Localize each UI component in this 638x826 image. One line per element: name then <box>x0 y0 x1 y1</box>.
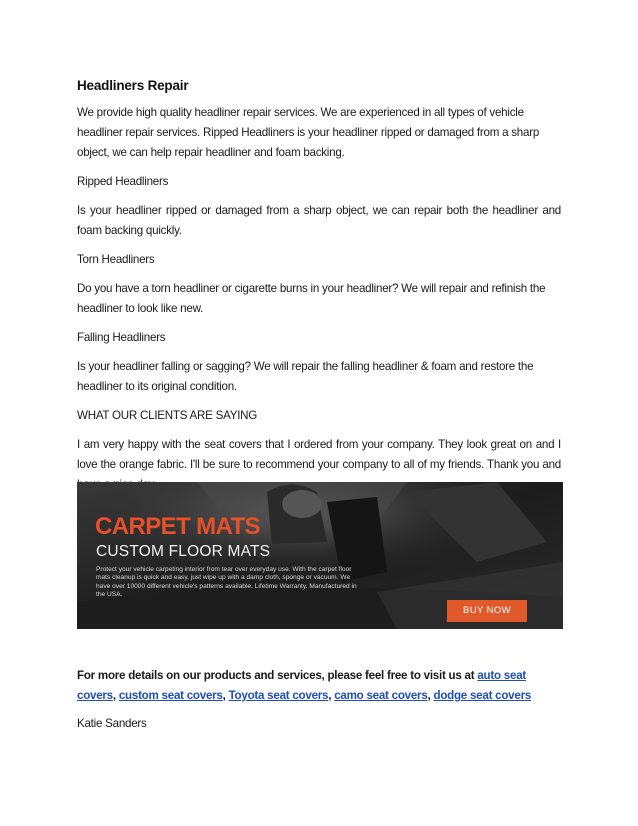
banner-headline: CARPET MATS <box>95 513 260 540</box>
intro-paragraph: We provide high quality headliner repair services. We are experienced in all types of vehicle headliner repair services. Ripped Headliners is your headliner ripped or damaged from a sharp object, we can help repair headliner and foam backing. <box>77 106 540 159</box>
article <box>77 70 561 504</box>
section-body-falling: Is your headliner falling or sagging? We will repair the falling headliner & foam and restore the headliner to its original condition. <box>77 360 534 393</box>
buy-now-button[interactable]: BUY NOW <box>447 600 527 622</box>
banner-blurb: Protect your vehicle carpeting interior from tear over everyday use. With the carpet floor mats cleanup is quick and easy, just wipe up with a damp cloth, sponge or vacuum. We have over 10000 different vehicle's patterns available. Lifetime Warranty. Manufactured in the USA. <box>96 566 357 599</box>
testimonials-heading: WHAT OUR CLIENTS ARE SAYING <box>77 409 258 422</box>
page-title: Headliners Repair <box>77 78 189 93</box>
section-heading-falling: Falling Headliners <box>77 331 166 344</box>
link-dodge-seat-covers[interactable]: dodge seat covers <box>433 689 532 702</box>
section-body-torn: Do you have a torn headliner or cigarette burns in your headliner? We will repair and refinish the headliner to look like new. <box>77 282 546 315</box>
link-toyota-seat-covers[interactable]: Toyota seat covers <box>228 689 329 702</box>
testimonial-text: I am very happy with the seat covers that I ordered from your company. They look great on and I love the orange fabric. I'll be sure to recommend your company to all of my friends. Thank you and <box>77 438 561 471</box>
banner-subhead: CUSTOM FLOOR MATS <box>96 543 271 560</box>
details-paragraph: For more details on our products and services, please feel free to visit us at auto seat covers, custom seat covers, Toyota seat covers, camo seat covers, dodge seat covers <box>77 669 532 702</box>
section-heading-ripped: Ripped Headliners <box>77 175 169 188</box>
author-signature: Katie Sanders <box>77 717 147 730</box>
link-auto-seat-covers[interactable]: auto seat covers <box>77 669 527 702</box>
section-body-ripped: Is your headliner ripped or damaged from a sharp object, we can repair both the headliner and foam backing quickly. <box>77 204 561 237</box>
link-camo-seat-covers[interactable]: camo seat covers <box>334 689 428 702</box>
link-custom-seat-covers[interactable]: custom seat covers <box>118 689 223 702</box>
section-heading-torn: Torn Headliners <box>77 253 155 266</box>
details-lead: For more details on our products and services, please feel free to visit us at <box>77 669 475 682</box>
carpet-mats-banner[interactable] <box>77 482 563 629</box>
